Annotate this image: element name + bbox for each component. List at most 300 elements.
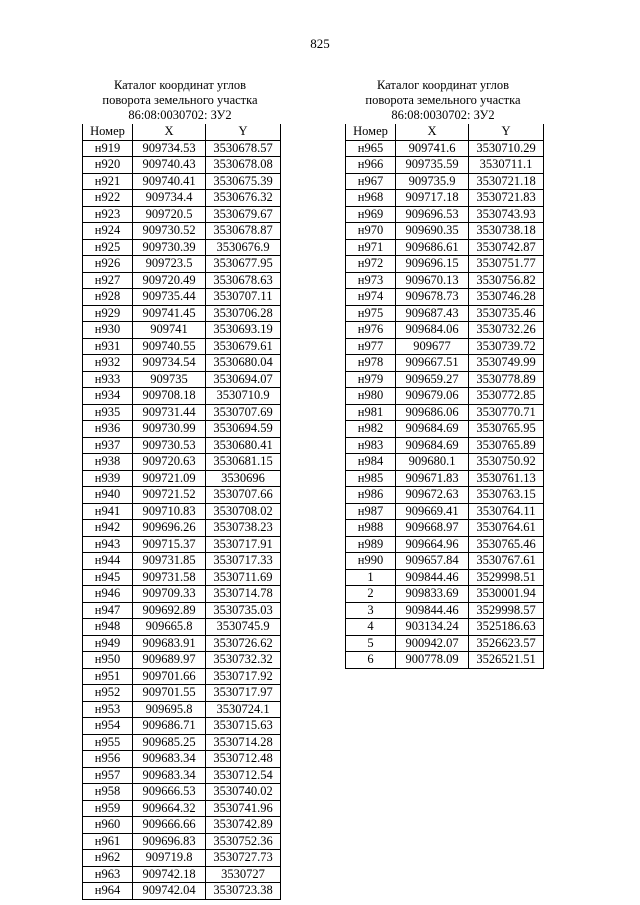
x-coordinate-cell: 909659.27	[396, 371, 469, 388]
caption-line-3: 86:08:0030702: ЗУ2	[128, 108, 232, 122]
point-number-cell: н919	[83, 140, 133, 157]
point-number-cell: н983	[346, 437, 396, 454]
x-coordinate-cell: 909720.49	[133, 272, 206, 289]
y-coordinate-cell: 3530746.28	[469, 289, 544, 306]
y-coordinate-cell: 3530752.36	[206, 833, 281, 850]
point-number-cell: н944	[83, 553, 133, 570]
table-row	[83, 520, 281, 537]
x-coordinate-cell: 909734.54	[133, 355, 206, 372]
point-number-cell: 6	[346, 652, 396, 669]
point-number-cell: н963	[83, 866, 133, 883]
y-coordinate-cell: 3530712.54	[206, 767, 281, 784]
y-coordinate-cell: 3530721.83	[469, 190, 544, 207]
point-number-cell: н923	[83, 206, 133, 223]
point-number-cell: 4	[346, 619, 396, 636]
x-coordinate-cell: 909686.61	[396, 239, 469, 256]
point-number-cell: н955	[83, 734, 133, 751]
x-coordinate-cell: 909719.8	[133, 850, 206, 867]
table-row	[83, 437, 281, 454]
x-coordinate-cell: 909741	[133, 322, 206, 339]
table-row	[83, 536, 281, 553]
table-row	[83, 223, 281, 240]
table-row	[83, 866, 281, 883]
table-row	[346, 289, 544, 306]
y-coordinate-cell: 3530706.28	[206, 305, 281, 322]
table-row	[83, 833, 281, 850]
x-coordinate-cell: 909721.09	[133, 470, 206, 487]
x-coordinate-cell: 909742.04	[133, 883, 206, 900]
table-row	[83, 553, 281, 570]
y-coordinate-cell: 3530745.9	[206, 619, 281, 636]
y-coordinate-cell: 3530726.62	[206, 635, 281, 652]
y-coordinate-cell: 3530751.77	[469, 256, 544, 273]
point-number-cell: н954	[83, 718, 133, 735]
point-number-cell: н941	[83, 503, 133, 520]
table-row	[83, 784, 281, 801]
y-coordinate-cell: 3530678.08	[206, 157, 281, 174]
point-number-cell: н976	[346, 322, 396, 339]
y-coordinate-cell: 3530743.93	[469, 206, 544, 223]
x-coordinate-cell: 909677	[396, 338, 469, 355]
table-row	[83, 652, 281, 669]
x-coordinate-cell: 909684.06	[396, 322, 469, 339]
table-row	[83, 322, 281, 339]
y-coordinate-cell: 3530678.63	[206, 272, 281, 289]
point-number-cell: н953	[83, 701, 133, 718]
point-number-cell: н968	[346, 190, 396, 207]
x-coordinate-cell: 909701.66	[133, 668, 206, 685]
point-number-cell: н980	[346, 388, 396, 405]
table-row	[83, 454, 281, 471]
point-number-cell: н965	[346, 140, 396, 157]
point-number-cell: н926	[83, 256, 133, 273]
table-row	[346, 173, 544, 190]
table-row	[83, 190, 281, 207]
coordinates-table	[345, 124, 544, 669]
point-number-cell: н966	[346, 157, 396, 174]
x-coordinate-cell: 909667.51	[396, 355, 469, 372]
point-number-cell: н962	[83, 850, 133, 867]
table-row	[83, 338, 281, 355]
y-coordinate-cell: 3530679.61	[206, 338, 281, 355]
x-coordinate-cell: 909730.53	[133, 437, 206, 454]
table-row	[83, 734, 281, 751]
point-number-cell: н984	[346, 454, 396, 471]
point-number-cell: 5	[346, 635, 396, 652]
x-coordinate-cell: 909657.84	[396, 553, 469, 570]
y-coordinate-cell: 3530765.89	[469, 437, 544, 454]
point-number-cell: н979	[346, 371, 396, 388]
point-number-cell: н982	[346, 421, 396, 438]
table-row	[346, 404, 544, 421]
table-row	[83, 751, 281, 768]
x-coordinate-cell: 909664.32	[133, 800, 206, 817]
point-number-cell: н958	[83, 784, 133, 801]
y-coordinate-cell: 3530707.69	[206, 404, 281, 421]
table-row	[346, 553, 544, 570]
y-coordinate-cell: 3530711.1	[469, 157, 544, 174]
x-coordinate-cell: 909696.53	[396, 206, 469, 223]
table-row	[83, 883, 281, 900]
y-coordinate-cell: 3530735.46	[469, 305, 544, 322]
table-row	[346, 437, 544, 454]
x-coordinate-cell: 909735.59	[396, 157, 469, 174]
x-coordinate-cell: 909731.85	[133, 553, 206, 570]
y-coordinate-cell: 3530732.26	[469, 322, 544, 339]
y-coordinate-cell: 3530756.82	[469, 272, 544, 289]
x-coordinate-cell: 909723.5	[133, 256, 206, 273]
point-number-cell: н960	[83, 817, 133, 834]
table-row	[346, 536, 544, 553]
table-row	[346, 157, 544, 174]
table-row	[83, 355, 281, 372]
x-coordinate-cell: 909741.45	[133, 305, 206, 322]
point-number-cell: н956	[83, 751, 133, 768]
x-coordinate-cell: 909701.55	[133, 685, 206, 702]
x-coordinate-cell: 909717.18	[396, 190, 469, 207]
y-coordinate-cell: 3530678.57	[206, 140, 281, 157]
table-row	[83, 701, 281, 718]
y-coordinate-cell: 3530678.87	[206, 223, 281, 240]
point-number-cell: н985	[346, 470, 396, 487]
x-coordinate-cell: 909696.15	[396, 256, 469, 273]
y-coordinate-cell: 3530764.61	[469, 520, 544, 537]
x-coordinate-cell: 909680.1	[396, 454, 469, 471]
point-number-cell: н989	[346, 536, 396, 553]
y-coordinate-cell: 3529998.51	[469, 569, 544, 586]
column-header-x: X	[396, 124, 469, 140]
point-number-cell: н938	[83, 454, 133, 471]
point-number-cell: н925	[83, 239, 133, 256]
table-header-row	[346, 124, 544, 140]
table-row	[346, 206, 544, 223]
coordinates-table	[82, 124, 281, 900]
x-coordinate-cell: 909686.71	[133, 718, 206, 735]
point-number-cell: н961	[83, 833, 133, 850]
y-coordinate-cell: 3530727.73	[206, 850, 281, 867]
x-coordinate-cell: 909715.37	[133, 536, 206, 553]
x-coordinate-cell: 909833.69	[396, 586, 469, 603]
point-number-cell: н959	[83, 800, 133, 817]
y-coordinate-cell: 3530727	[206, 866, 281, 883]
x-coordinate-cell: 909730.52	[133, 223, 206, 240]
table-row	[346, 338, 544, 355]
point-number-cell: н931	[83, 338, 133, 355]
y-coordinate-cell: 3530714.78	[206, 586, 281, 603]
y-coordinate-cell: 3530717.33	[206, 553, 281, 570]
table-row	[83, 140, 281, 157]
x-coordinate-cell: 909666.66	[133, 817, 206, 834]
y-coordinate-cell: 3530723.38	[206, 883, 281, 900]
y-coordinate-cell: 3526623.57	[469, 635, 544, 652]
y-coordinate-cell: 3530742.87	[469, 239, 544, 256]
y-coordinate-cell: 3530735.03	[206, 602, 281, 619]
table-row	[346, 239, 544, 256]
y-coordinate-cell: 3530724.1	[206, 701, 281, 718]
table-row	[346, 190, 544, 207]
y-coordinate-cell: 3530750.92	[469, 454, 544, 471]
table-row	[346, 503, 544, 520]
point-number-cell: 1	[346, 569, 396, 586]
y-coordinate-cell: 3530740.02	[206, 784, 281, 801]
table-row	[346, 223, 544, 240]
y-coordinate-cell: 3530738.18	[469, 223, 544, 240]
y-coordinate-cell: 3530694.07	[206, 371, 281, 388]
x-coordinate-cell: 909734.53	[133, 140, 206, 157]
page-number: 825	[310, 36, 330, 51]
y-coordinate-cell: 3530770.71	[469, 404, 544, 421]
x-coordinate-cell: 909710.83	[133, 503, 206, 520]
y-coordinate-cell: 3530707.11	[206, 289, 281, 306]
point-number-cell: н973	[346, 272, 396, 289]
point-number-cell: н933	[83, 371, 133, 388]
x-coordinate-cell: 909844.46	[396, 602, 469, 619]
table-row	[83, 470, 281, 487]
table-row	[346, 487, 544, 504]
table-row	[346, 454, 544, 471]
point-number-cell: н940	[83, 487, 133, 504]
x-coordinate-cell: 909735	[133, 371, 206, 388]
table-row	[83, 718, 281, 735]
table-row	[83, 421, 281, 438]
y-coordinate-cell: 3530732.32	[206, 652, 281, 669]
x-coordinate-cell: 909685.25	[133, 734, 206, 751]
x-coordinate-cell: 909670.13	[396, 272, 469, 289]
table-row	[346, 635, 544, 652]
point-number-cell: н943	[83, 536, 133, 553]
y-coordinate-cell: 3530679.67	[206, 206, 281, 223]
y-coordinate-cell: 3530761.13	[469, 470, 544, 487]
table-row	[83, 371, 281, 388]
x-coordinate-cell: 909686.06	[396, 404, 469, 421]
y-coordinate-cell: 3530707.66	[206, 487, 281, 504]
y-coordinate-cell: 3530763.15	[469, 487, 544, 504]
table-row	[83, 685, 281, 702]
x-coordinate-cell: 909844.46	[396, 569, 469, 586]
point-number-cell: н972	[346, 256, 396, 273]
y-coordinate-cell: 3530742.89	[206, 817, 281, 834]
table-row	[346, 652, 544, 669]
table-row	[83, 487, 281, 504]
point-number-cell: н930	[83, 322, 133, 339]
point-number-cell: н922	[83, 190, 133, 207]
table-row	[346, 470, 544, 487]
x-coordinate-cell: 903134.24	[396, 619, 469, 636]
table-row	[83, 388, 281, 405]
x-coordinate-cell: 909742.18	[133, 866, 206, 883]
caption-line-1: Каталог координат углов	[113, 78, 247, 92]
point-number-cell: н936	[83, 421, 133, 438]
point-number-cell: н942	[83, 520, 133, 537]
catalog-caption	[345, 78, 541, 123]
coordinate-catalog-left	[82, 78, 281, 900]
table-row	[83, 256, 281, 273]
table-row	[83, 668, 281, 685]
y-coordinate-cell: 3530712.48	[206, 751, 281, 768]
point-number-cell: н970	[346, 223, 396, 240]
point-number-cell: н949	[83, 635, 133, 652]
point-number-cell: н990	[346, 553, 396, 570]
x-coordinate-cell: 909696.83	[133, 833, 206, 850]
y-coordinate-cell: 3530001.94	[469, 586, 544, 603]
point-number-cell: н946	[83, 586, 133, 603]
table-row	[83, 602, 281, 619]
x-coordinate-cell: 909678.73	[396, 289, 469, 306]
point-number-cell: н948	[83, 619, 133, 636]
y-coordinate-cell: 3530694.59	[206, 421, 281, 438]
table-row	[83, 173, 281, 190]
point-number-cell: н935	[83, 404, 133, 421]
catalog-caption	[82, 78, 278, 123]
y-coordinate-cell: 3530765.46	[469, 536, 544, 553]
table-row	[346, 355, 544, 372]
y-coordinate-cell: 3530749.99	[469, 355, 544, 372]
column-header-number: Номер	[83, 124, 133, 140]
table-row	[346, 619, 544, 636]
table-row	[346, 520, 544, 537]
x-coordinate-cell: 909671.83	[396, 470, 469, 487]
y-coordinate-cell: 3530717.92	[206, 668, 281, 685]
point-number-cell: н988	[346, 520, 396, 537]
y-coordinate-cell: 3530693.19	[206, 322, 281, 339]
table-row	[346, 305, 544, 322]
x-coordinate-cell: 909692.89	[133, 602, 206, 619]
point-number-cell: н947	[83, 602, 133, 619]
point-number-cell: н928	[83, 289, 133, 306]
point-number-cell: н967	[346, 173, 396, 190]
point-number-cell: н920	[83, 157, 133, 174]
x-coordinate-cell: 909740.41	[133, 173, 206, 190]
table-row	[346, 322, 544, 339]
point-number-cell: н932	[83, 355, 133, 372]
table-row	[346, 272, 544, 289]
point-number-cell: н964	[83, 883, 133, 900]
x-coordinate-cell: 909735.9	[396, 173, 469, 190]
caption-line-3: 86:08:0030702: ЗУ2	[391, 108, 495, 122]
point-number-cell: н974	[346, 289, 396, 306]
point-number-cell: н978	[346, 355, 396, 372]
point-number-cell: н924	[83, 223, 133, 240]
y-coordinate-cell: 3529998.57	[469, 602, 544, 619]
x-coordinate-cell: 909720.63	[133, 454, 206, 471]
point-number-cell: н950	[83, 652, 133, 669]
point-number-cell: 2	[346, 586, 396, 603]
table-row	[83, 767, 281, 784]
table-row	[346, 371, 544, 388]
y-coordinate-cell: 3530680.04	[206, 355, 281, 372]
table-row	[346, 602, 544, 619]
point-number-cell: н945	[83, 569, 133, 586]
point-number-cell: н952	[83, 685, 133, 702]
column-header-y: Y	[469, 124, 544, 140]
point-number-cell: н986	[346, 487, 396, 504]
x-coordinate-cell: 909664.96	[396, 536, 469, 553]
table-header-row	[83, 124, 281, 140]
y-coordinate-cell: 3530677.95	[206, 256, 281, 273]
table-row	[346, 586, 544, 603]
table-row	[83, 239, 281, 256]
y-coordinate-cell: 3530717.91	[206, 536, 281, 553]
caption-line-2: поворота земельного участка	[102, 93, 258, 107]
point-number-cell: н977	[346, 338, 396, 355]
table-row	[83, 272, 281, 289]
point-number-cell: н957	[83, 767, 133, 784]
table-row	[346, 140, 544, 157]
x-coordinate-cell: 909740.55	[133, 338, 206, 355]
y-coordinate-cell: 3530711.69	[206, 569, 281, 586]
table-row	[83, 619, 281, 636]
x-coordinate-cell: 909687.43	[396, 305, 469, 322]
y-coordinate-cell: 3530675.39	[206, 173, 281, 190]
x-coordinate-cell: 900942.07	[396, 635, 469, 652]
y-coordinate-cell: 3525186.63	[469, 619, 544, 636]
x-coordinate-cell: 900778.09	[396, 652, 469, 669]
x-coordinate-cell: 909683.34	[133, 751, 206, 768]
point-number-cell: н937	[83, 437, 133, 454]
y-coordinate-cell: 3530680.41	[206, 437, 281, 454]
y-coordinate-cell: 3530714.28	[206, 734, 281, 751]
table-row	[83, 289, 281, 306]
table-row	[346, 569, 544, 586]
x-coordinate-cell: 909721.52	[133, 487, 206, 504]
table-row	[83, 800, 281, 817]
table-row	[83, 850, 281, 867]
point-number-cell: н929	[83, 305, 133, 322]
x-coordinate-cell: 909735.44	[133, 289, 206, 306]
x-coordinate-cell: 909684.69	[396, 437, 469, 454]
x-coordinate-cell: 909669.41	[396, 503, 469, 520]
x-coordinate-cell: 909731.44	[133, 404, 206, 421]
table-row	[83, 635, 281, 652]
table-row	[83, 206, 281, 223]
x-coordinate-cell: 909695.8	[133, 701, 206, 718]
table-row	[346, 256, 544, 273]
table-row	[83, 157, 281, 174]
x-coordinate-cell: 909683.91	[133, 635, 206, 652]
point-number-cell: н951	[83, 668, 133, 685]
x-coordinate-cell: 909665.8	[133, 619, 206, 636]
x-coordinate-cell: 909683.34	[133, 767, 206, 784]
table-row	[83, 404, 281, 421]
x-coordinate-cell: 909740.43	[133, 157, 206, 174]
x-coordinate-cell: 909672.63	[396, 487, 469, 504]
x-coordinate-cell: 909741.6	[396, 140, 469, 157]
y-coordinate-cell: 3530767.61	[469, 553, 544, 570]
x-coordinate-cell: 909679.06	[396, 388, 469, 405]
y-coordinate-cell: 3530676.9	[206, 239, 281, 256]
x-coordinate-cell: 909734.4	[133, 190, 206, 207]
point-number-cell: н971	[346, 239, 396, 256]
column-header-y: Y	[206, 124, 281, 140]
coordinate-catalog-right	[345, 78, 544, 669]
y-coordinate-cell: 3530717.97	[206, 685, 281, 702]
y-coordinate-cell: 3530715.63	[206, 718, 281, 735]
point-number-cell: н981	[346, 404, 396, 421]
y-coordinate-cell: 3530676.32	[206, 190, 281, 207]
y-coordinate-cell: 3530721.18	[469, 173, 544, 190]
point-number-cell: н921	[83, 173, 133, 190]
point-number-cell: н987	[346, 503, 396, 520]
table-row	[83, 305, 281, 322]
table-row	[83, 569, 281, 586]
x-coordinate-cell: 909690.35	[396, 223, 469, 240]
y-coordinate-cell: 3530772.85	[469, 388, 544, 405]
x-coordinate-cell: 909689.97	[133, 652, 206, 669]
y-coordinate-cell: 3530681.15	[206, 454, 281, 471]
y-coordinate-cell: 3530708.02	[206, 503, 281, 520]
point-number-cell: н969	[346, 206, 396, 223]
caption-line-1: Каталог координат углов	[376, 78, 510, 92]
